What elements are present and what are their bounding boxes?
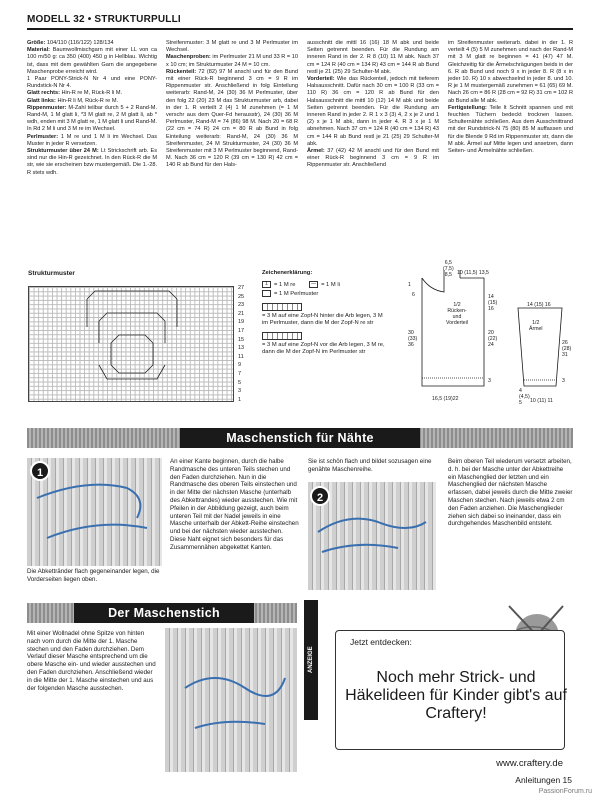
sleeve-label: 1/2 Ärmel	[529, 320, 543, 332]
row-number: 21	[238, 310, 245, 317]
side-length: 20 (22) 24	[488, 330, 498, 348]
neck-depth-1: 1	[408, 282, 411, 288]
instruction-paragraph: Material: Baumwollmischgarn mit einer LL von ca 100 m/50 g: ca 350 (400) 450 g in Hellblau. Wichtig ist, dass mit dem gewählten Garn die angegebene Maschenprobe erreicht wird.	[27, 47, 157, 75]
section-title-duplicate-stitch: Der Maschenstich	[74, 603, 254, 623]
purl-symbol: —	[311, 281, 317, 288]
instructions-column-2	[166, 40, 298, 170]
instruction-paragraph: Rückenteil: 72 (82) 97 M anschl und für den Bund mit einer Rück-R beginnend 3 cm = 9 R im Rippenmuster str. Anschließend in folg Einteilung weiterarb: Rand-M, 24 (30) 36 M Perlmuster, über den folg 22 (20) 23 M das Strukturmuster arb, dabei in der 1. R verteilt 2 (4) 1 M zunehmen (= 1 M verschr aus dem Quer-Fd herausstr), 24 (30) 36 M Perlmuster, Rand-M = 74 (86) 98 M. Nach 20 = 68 R (22 cm = 74 R) 24 cm = 80 R ab Bund in folg Einteilung weiterarb: Rand-M, 24 (30) 36 M Streifenmuster, 24 M Strukturmuster, 24 (30) 36 M Streifenmuster mit 3 M Perlmuster beginnend, Rand-M. Nach 36 cm = 120 R (39 cm = 130 R) 42 cm = 140 R ab Bund für den Hals-	[166, 68, 298, 169]
row-number: 3	[238, 388, 242, 395]
instructions-column-1	[27, 40, 157, 177]
ad-side-label: ANZEIGE	[304, 600, 318, 720]
total-length: 30 (33) 36	[408, 330, 418, 348]
chart-row-numbers	[238, 284, 252, 404]
cable-line	[99, 321, 165, 343]
instruction-paragraph: 1 Paar PONY-Strick-N Nr 4 und eine PONY-Rundstick-N Nr 4.	[27, 76, 157, 90]
site-watermark: PassionForum.ru	[538, 788, 592, 795]
neck-curve	[422, 278, 444, 292]
row-number: 15	[238, 336, 245, 343]
instruction-paragraph: Größe: 104/110 (116/122) 128/134	[27, 40, 114, 46]
knit-symbol: 1	[262, 281, 271, 288]
neck-depth-2: 6	[412, 292, 415, 298]
cable-line	[99, 313, 165, 321]
ad-label: Jetzt entdecken:	[350, 637, 412, 647]
cable-line	[111, 365, 153, 373]
row-number: 25	[238, 293, 245, 300]
instructions-column-3	[307, 40, 439, 170]
cable-back-icon	[262, 303, 302, 311]
neck-width: 6,5 (7,5) 8,5	[443, 260, 454, 278]
cable-line	[111, 335, 153, 343]
seam-instructions-c: Beim oberen Teil wiederum versetzt arbeiten, d. h. bei der Masche unter der Abkettreihe ein Maschenglied der letzten und ein Maschenglied der nächsten Masche erfassen, dabei jeweils durch die Mitte zweier Maschen stechen. Nach jeweils etwa 2 cm den Faden anziehen. Die Maschenglieder ziehen sich dabei so ineinander, dass ein durchgehendes Maschenbild entsteht.	[448, 458, 573, 528]
section-title-seam: Maschenstich für Nähte	[180, 428, 420, 448]
body-outline	[422, 278, 484, 386]
step-1-badge: 1	[30, 461, 50, 481]
row-number: 19	[238, 319, 245, 326]
sleeve-top-width: 14 (15) 16	[527, 302, 551, 308]
instruction-paragraph: Ärmel: 37 (42) 42 M anschl und für den Bund mit einer Rück-R beginnend 3 cm = 9 R im Rippenmuster str. Anschließend	[307, 148, 439, 169]
legend-cable-back: = 3 M auf eine Zopf-N hinter die Arb legen, 3 M im Perlmuster, dann die M der Zopf-N re str	[262, 303, 402, 327]
ad-headline: Noch mehr Strick- und Häkelideen für Kinder gibt's auf Craftery!	[345, 669, 567, 722]
sleeve-length: 26 (28) 31	[562, 340, 572, 358]
instruction-paragraph: Maschenproben: im Perlmuster 21 M und 33 R = 10 x 10 cm; im Strukturmuster 24 M = 10 cm.	[166, 54, 298, 68]
instruction-paragraph: im Streifenmuster weiterarb. dabei in der 1. R verteilt 4 (5) 5 M zunehmen und nach der Rand-M mit 3 M glatt re beginnen = 41 (47) 47 M. Gleichzeitig für die Ärmelschrägungen beids in der 6. R ab Bund und noch 9 x in jeder 8. R (8 x in jeder 10. R) 10 x abwechselnd in jeder 8. und 10. R je 1 M mustergemäß zunehmen = 61 (65) 69 M. Nach 26 cm = 86 R (28 cm = 92 R) 31 cm = 102 R ab Bund alle M abk.	[448, 40, 573, 104]
instruction-paragraph: Vorderteil: Wie das Rückenteil, jedoch mit tieferem Halsausschnitt. Dafür nach 30 cm = 100 R (33 cm = 110 R) 36 cm = 120 R ab Bund für den Halsausschnitt die mittl 10 (12) 14 M abk und beide Seiten getrennt beenden. Für die Rundung am inneren Rand in jeder 2. R 1 x 3 (3) 4, 2 x je 2 und 1 (2) x je 1 M abk, dann in jeder 4. R 3 x je 1 M abnehmen. Nach 37 cm = 124 R (40 cm = 134 R) 43 cm = 144 R ab Bund restl je 21 (25) 29 Schulter-M abk.	[307, 76, 439, 147]
cable-pattern-overlay	[29, 287, 235, 403]
chart-title: Strukturmuster	[28, 270, 75, 277]
sleeve-bottom-offset: 4 (4,5) 5	[519, 388, 530, 406]
row-number: 5	[238, 379, 242, 386]
seam-instructions-b: Sie ist schön flach und bildet sozusagen eine genähte Maschenreihe.	[308, 458, 432, 473]
ad-url-link[interactable]: www.craftery.de	[496, 758, 563, 769]
craftery-advertisement[interactable]	[327, 600, 573, 780]
duplicate-stitch-instructions: Mit einer Wollnadel ohne Spitze von hinten nach vorn durch die Mitte der 1. Masche stechen und den Faden durchziehen. Dem Verlauf dieser Masche entsprechend um die obere Masche ein- und wieder ausstechen und den Faden durchziehen. Anschließend wieder in die Mitte der 1. Masche einstechen und aus der folgenden Masche ausstechen.	[27, 630, 156, 692]
legend-title: Zeichenerklärung:	[262, 270, 313, 276]
page-number: Anleitungen 15	[515, 775, 572, 785]
cable-line	[111, 343, 153, 365]
rib-height: 3	[488, 378, 491, 384]
instruction-paragraph: Glatt rechts: Hin-R re M, Rück-R li M.	[27, 90, 123, 97]
row-number: 11	[238, 353, 244, 360]
cable-line	[99, 365, 165, 379]
instruction-paragraph: Fertigstellung: Teile lt Schnitt spannen und mit feuchten Tüchern bedeckt trocknen lassen. Schulternähte schließen. Aus dem Ausschnittrand mit der Rundstrick-N 75 (80) 85 M auffassen und für die Blende 9 Rd im Rippenmuster str, dann die M abk. Ärmel auf Mitte legen und ansetzen, dann Seiten- und Ärmelnähte schließen.	[448, 104, 573, 155]
step-1-caption: Die Abkettränder flach gegeneinander legen, die Vorderseiten liegen oben.	[27, 568, 160, 583]
row-number: 9	[238, 362, 242, 369]
cable-line	[87, 291, 177, 299]
cable-front-icon	[262, 332, 302, 340]
legend-item: = 1 M Perlmuster	[262, 290, 402, 299]
instruction-paragraph: ausschnitt die mittl 16 (16) 18 M abk und beide Seiten getrennt beenden. Für die Rundung am inneren Rand in der 2. R 8 (10) 11 M abk. Nach 37 cm = 124 R (40 cm = 134 R) 43 cm = 144 R ab Bund restl je 21 (25) 29 Schulter-M abk.	[307, 40, 439, 75]
chart-legend	[262, 270, 402, 356]
body-label: 1/2 Rücken- und Vorderteil	[446, 302, 468, 326]
needle-thread-illustration	[165, 628, 297, 772]
sleeve-bottom-width: 10 (11) 11	[530, 398, 553, 404]
stitch-chart-grid	[28, 286, 234, 402]
instructions-column-4	[448, 40, 573, 155]
body-width: 16,5 (19)22	[432, 396, 459, 402]
legend-item: 1 = 1 M re — = 1 M li	[262, 281, 402, 290]
instruction-paragraph: Glatt links: Hin-R li M, Rück-R re M.	[27, 97, 119, 104]
shoulder-width: 10 (11,5) 13,5	[457, 270, 489, 276]
seam-instructions-a: An einer Kante beginnen, durch die halbe Randmasche des unteren Teils stechen und den Faden durchziehen. Nun in die Randmasche des oberen Teils einstechen und in der Mitte der nächsten Masche (unterhalb des Abkettrandes) wieder ausstechen. Wie mit Pfeilen in der Abbildung gezeigt, auch beim unteren Teil mit der Nadel jeweils in eine Masche unterhalb der Abkett-Reihe einstechen und bei der nächsten wieder ausstechen. Diese Naht eignet sich besonders für das Zusammennähen abgekettet Kanten.	[170, 458, 299, 551]
row-number: 7	[238, 370, 242, 377]
page-header	[27, 14, 573, 30]
duplicate-stitch-photo	[165, 628, 297, 772]
instruction-paragraph: Strukturmuster über 24 M: Lt Strickschrift arb. Es sind nur die Hin-R gezeichnet. In den Rück-R die M str, wie sie erscheinen bzw mustergemäß. Die 1.-28. R stets wdh.	[27, 148, 158, 176]
row-number: 27	[238, 285, 245, 291]
row-number: 1	[238, 396, 242, 403]
sleeve-rib-height: 3	[562, 378, 565, 384]
instruction-paragraph: Rippenmuster: M-Zahl teilbar durch 5 + 2 Rand-M. Rand-M, 1 M glatt li, *3 M glatt re, 2 M glatt li, ab * wdh, enden mit 3 M glatt re, 1 M glatt li und Rand-M. In Rd 2 M li und 3 M re im Wechsel.	[27, 104, 157, 133]
row-number: 17	[238, 327, 245, 334]
ad-speech-bubble	[335, 630, 565, 750]
armhole-depth: 14 (15) 16	[488, 294, 498, 312]
instruction-paragraph: Perlmuster: 1 M re und 1 M li im Wechsel. Das Muster in jeder R versetzen.	[27, 133, 157, 147]
seed-stitch-symbol	[262, 290, 271, 297]
row-number: 23	[238, 302, 245, 309]
row-number: 13	[238, 345, 245, 352]
step-2-badge: 2	[310, 486, 330, 506]
legend-cable-front: = 3 M auf eine Zopf-N vor die Arb legen, 3 M re, dann die M der Zopf-N im Perlmuster str	[262, 332, 402, 356]
page-title: MODELL 32 • STRUKTURPULLI	[27, 14, 181, 25]
instruction-paragraph: Streifenmuster: 3 M glatt re und 3 M Perlmuster im Wechsel.	[166, 40, 298, 54]
